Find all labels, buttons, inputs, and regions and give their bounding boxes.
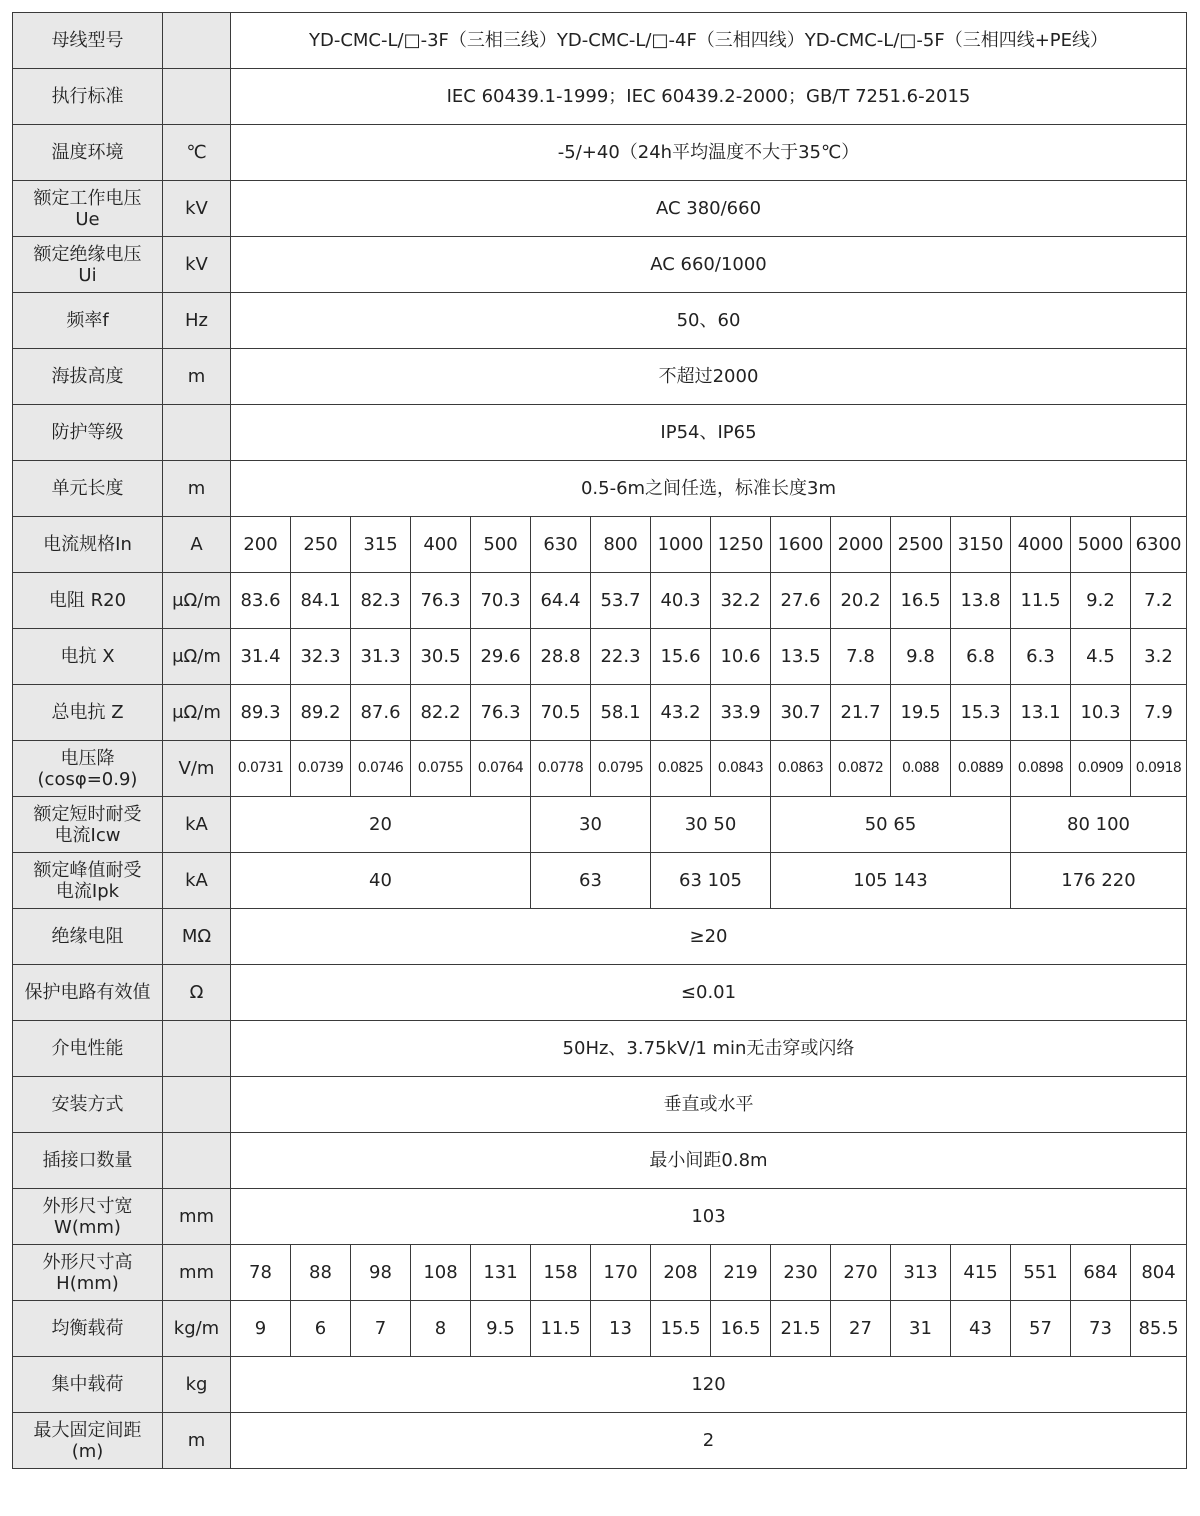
value-cell: 50 65 bbox=[771, 797, 1011, 853]
row-label-line: H(mm) bbox=[56, 1272, 119, 1294]
value-cell: 40.3 bbox=[651, 573, 711, 629]
value-cell: 53.7 bbox=[591, 573, 651, 629]
row-label-line: Ue bbox=[75, 208, 100, 230]
value-cell: 10.6 bbox=[711, 629, 771, 685]
value-cell: IP54、IP65 bbox=[231, 405, 1187, 461]
value-cell: 176 220 bbox=[1011, 853, 1187, 909]
value-cell: 0.0746 bbox=[351, 741, 411, 797]
row-label-line: (m) bbox=[71, 1440, 104, 1462]
value-cell: 2 bbox=[231, 1413, 1187, 1469]
row-label-line: 电压降 bbox=[60, 747, 115, 769]
value-cell: 684 bbox=[1071, 1245, 1131, 1301]
value-cell: 31.4 bbox=[231, 629, 291, 685]
row-unit: mm bbox=[163, 1189, 231, 1245]
row-unit: kA bbox=[163, 797, 231, 853]
row-label: 母线型号 bbox=[13, 13, 163, 69]
value-cell: 7.8 bbox=[831, 629, 891, 685]
row-label-line: 电流Ipk bbox=[55, 880, 120, 902]
value-cell: 1600 bbox=[771, 517, 831, 573]
value-cell: 27 bbox=[831, 1301, 891, 1357]
value-cell: 83.6 bbox=[231, 573, 291, 629]
row-unit: μΩ/m bbox=[163, 573, 231, 629]
value-cell: 82.2 bbox=[411, 685, 471, 741]
value-cell: 0.088 bbox=[891, 741, 951, 797]
row-unit bbox=[163, 405, 231, 461]
value-cell: 0.0778 bbox=[531, 741, 591, 797]
value-cell: 85.5 bbox=[1131, 1301, 1187, 1357]
value-cell: 20.2 bbox=[831, 573, 891, 629]
value-cell: 2000 bbox=[831, 517, 891, 573]
value-cell: 64.4 bbox=[531, 573, 591, 629]
row-label bbox=[13, 797, 163, 853]
value-cell: 3150 bbox=[951, 517, 1011, 573]
value-cell: 50Hz、3.75kV/1 min无击穿或闪络 bbox=[231, 1021, 1187, 1077]
row-unit: Hz bbox=[163, 293, 231, 349]
value-cell: 551 bbox=[1011, 1245, 1071, 1301]
value-cell: 88 bbox=[291, 1245, 351, 1301]
value-cell: 30 bbox=[531, 797, 651, 853]
value-cell: 63 bbox=[531, 853, 651, 909]
table-row bbox=[13, 909, 1187, 965]
value-cell: 31.3 bbox=[351, 629, 411, 685]
value-cell: 30.7 bbox=[771, 685, 831, 741]
value-cell: 13.5 bbox=[771, 629, 831, 685]
value-cell: ≤0.01 bbox=[231, 965, 1187, 1021]
row-unit: m bbox=[163, 461, 231, 517]
value-cell: 0.5-6m之间任选，标准长度3m bbox=[231, 461, 1187, 517]
row-label-line: 外形尺寸高 bbox=[42, 1251, 133, 1273]
value-cell: 0.0764 bbox=[471, 741, 531, 797]
value-cell: -5/+40（24h平均温度不大于35℃） bbox=[231, 125, 1187, 181]
value-cell: 7.9 bbox=[1131, 685, 1187, 741]
row-label: 电阻 R20 bbox=[13, 573, 163, 629]
table-row bbox=[13, 573, 1187, 629]
value-cell: 400 bbox=[411, 517, 471, 573]
row-unit bbox=[163, 1133, 231, 1189]
value-cell: 80 100 bbox=[1011, 797, 1187, 853]
row-label: 温度环境 bbox=[13, 125, 163, 181]
table-row bbox=[13, 461, 1187, 517]
value-cell: 250 bbox=[291, 517, 351, 573]
row-label: 频率f bbox=[13, 293, 163, 349]
value-cell: 120 bbox=[231, 1357, 1187, 1413]
value-cell: 70.5 bbox=[531, 685, 591, 741]
row-unit: μΩ/m bbox=[163, 629, 231, 685]
value-cell: 1250 bbox=[711, 517, 771, 573]
value-cell: 7 bbox=[351, 1301, 411, 1357]
table-row bbox=[13, 293, 1187, 349]
spec-table bbox=[12, 12, 1187, 1469]
value-cell: 32.2 bbox=[711, 573, 771, 629]
table-row bbox=[13, 1021, 1187, 1077]
table-row bbox=[13, 125, 1187, 181]
row-unit bbox=[163, 1021, 231, 1077]
value-cell: 6.3 bbox=[1011, 629, 1071, 685]
value-cell: 8 bbox=[411, 1301, 471, 1357]
row-label bbox=[13, 853, 163, 909]
row-label: 单元长度 bbox=[13, 461, 163, 517]
row-label bbox=[13, 1245, 163, 1301]
row-label bbox=[13, 181, 163, 237]
value-cell: 800 bbox=[591, 517, 651, 573]
value-cell: 15.3 bbox=[951, 685, 1011, 741]
value-cell: 415 bbox=[951, 1245, 1011, 1301]
value-cell: 21.5 bbox=[771, 1301, 831, 1357]
table-row bbox=[13, 1245, 1187, 1301]
row-label: 插接口数量 bbox=[13, 1133, 163, 1189]
row-unit: Ω bbox=[163, 965, 231, 1021]
value-cell: 9.5 bbox=[471, 1301, 531, 1357]
value-cell: 不超过2000 bbox=[231, 349, 1187, 405]
value-cell: 最小间距0.8m bbox=[231, 1133, 1187, 1189]
value-cell: 63 105 bbox=[651, 853, 771, 909]
row-label: 海拔高度 bbox=[13, 349, 163, 405]
value-cell: 170 bbox=[591, 1245, 651, 1301]
row-label: 均衡载荷 bbox=[13, 1301, 163, 1357]
value-cell: 29.6 bbox=[471, 629, 531, 685]
value-cell: 58.1 bbox=[591, 685, 651, 741]
table-row bbox=[13, 237, 1187, 293]
value-cell: 30.5 bbox=[411, 629, 471, 685]
value-cell: 13.1 bbox=[1011, 685, 1071, 741]
value-cell: 6 bbox=[291, 1301, 351, 1357]
row-unit: mm bbox=[163, 1245, 231, 1301]
row-unit: m bbox=[163, 1413, 231, 1469]
value-cell: 9.8 bbox=[891, 629, 951, 685]
row-unit: V/m bbox=[163, 741, 231, 797]
value-cell: 16.5 bbox=[711, 1301, 771, 1357]
row-label bbox=[13, 741, 163, 797]
value-cell: 270 bbox=[831, 1245, 891, 1301]
row-unit: kV bbox=[163, 237, 231, 293]
row-label: 介电性能 bbox=[13, 1021, 163, 1077]
value-cell: 0.0918 bbox=[1131, 741, 1187, 797]
value-cell: 垂直或水平 bbox=[231, 1077, 1187, 1133]
value-cell: 13.8 bbox=[951, 573, 1011, 629]
value-cell: 76.3 bbox=[471, 685, 531, 741]
table-row bbox=[13, 517, 1187, 573]
table-row bbox=[13, 685, 1187, 741]
row-label-line: 额定工作电压 bbox=[33, 187, 142, 209]
value-cell: 43.2 bbox=[651, 685, 711, 741]
row-label: 保护电路有效值 bbox=[13, 965, 163, 1021]
value-cell: 315 bbox=[351, 517, 411, 573]
value-cell: 9.2 bbox=[1071, 573, 1131, 629]
value-cell: 0.0795 bbox=[591, 741, 651, 797]
table-row bbox=[13, 13, 1187, 69]
row-label: 电流规格In bbox=[13, 517, 163, 573]
value-cell: 82.3 bbox=[351, 573, 411, 629]
table-row bbox=[13, 181, 1187, 237]
table-row bbox=[13, 69, 1187, 125]
value-cell: 32.3 bbox=[291, 629, 351, 685]
value-cell: 16.5 bbox=[891, 573, 951, 629]
value-cell: 7.2 bbox=[1131, 573, 1187, 629]
value-cell: 0.0898 bbox=[1011, 741, 1071, 797]
row-unit: kg bbox=[163, 1357, 231, 1413]
row-label-line: 最大固定间距 bbox=[33, 1419, 142, 1441]
value-cell: 43 bbox=[951, 1301, 1011, 1357]
value-cell: 219 bbox=[711, 1245, 771, 1301]
table-row bbox=[13, 853, 1187, 909]
value-cell: 804 bbox=[1131, 1245, 1187, 1301]
value-cell: 70.3 bbox=[471, 573, 531, 629]
value-cell: 103 bbox=[231, 1189, 1187, 1245]
row-unit bbox=[163, 1077, 231, 1133]
row-label: 绝缘电阻 bbox=[13, 909, 163, 965]
value-cell: AC 660/1000 bbox=[231, 237, 1187, 293]
value-cell: 73 bbox=[1071, 1301, 1131, 1357]
value-cell: 313 bbox=[891, 1245, 951, 1301]
value-cell: 15.6 bbox=[651, 629, 711, 685]
value-cell: 4.5 bbox=[1071, 629, 1131, 685]
value-cell: 22.3 bbox=[591, 629, 651, 685]
row-label-line: 外形尺寸宽 bbox=[42, 1195, 133, 1217]
row-unit: MΩ bbox=[163, 909, 231, 965]
value-cell: 500 bbox=[471, 517, 531, 573]
row-unit: kV bbox=[163, 181, 231, 237]
value-cell: 89.3 bbox=[231, 685, 291, 741]
row-label bbox=[13, 1413, 163, 1469]
value-cell: 19.5 bbox=[891, 685, 951, 741]
row-label-line: (cosφ=0.9) bbox=[37, 768, 138, 790]
value-cell: 131 bbox=[471, 1245, 531, 1301]
value-cell: 158 bbox=[531, 1245, 591, 1301]
row-unit: ℃ bbox=[163, 125, 231, 181]
value-cell: 0.0889 bbox=[951, 741, 1011, 797]
value-cell: 630 bbox=[531, 517, 591, 573]
row-label: 集中载荷 bbox=[13, 1357, 163, 1413]
value-cell: 0.0739 bbox=[291, 741, 351, 797]
value-cell: 200 bbox=[231, 517, 291, 573]
value-cell: 76.3 bbox=[411, 573, 471, 629]
row-label-line: 额定峰值耐受 bbox=[33, 859, 142, 881]
value-cell: 3.2 bbox=[1131, 629, 1187, 685]
table-row bbox=[13, 1077, 1187, 1133]
value-cell: 0.0863 bbox=[771, 741, 831, 797]
value-cell: 6.8 bbox=[951, 629, 1011, 685]
row-unit: A bbox=[163, 517, 231, 573]
value-cell: ≥20 bbox=[231, 909, 1187, 965]
table-row bbox=[13, 1357, 1187, 1413]
value-cell: 10.3 bbox=[1071, 685, 1131, 741]
row-label-line: 额定绝缘电压 bbox=[33, 243, 142, 265]
value-cell: 57 bbox=[1011, 1301, 1071, 1357]
table-row bbox=[13, 1189, 1187, 1245]
table-row bbox=[13, 741, 1187, 797]
value-cell: 5000 bbox=[1071, 517, 1131, 573]
value-cell: 28.8 bbox=[531, 629, 591, 685]
value-cell: 11.5 bbox=[531, 1301, 591, 1357]
value-cell: 0.0843 bbox=[711, 741, 771, 797]
value-cell: 1000 bbox=[651, 517, 711, 573]
row-unit bbox=[163, 69, 231, 125]
value-cell: 40 bbox=[231, 853, 531, 909]
value-cell: AC 380/660 bbox=[231, 181, 1187, 237]
row-label-line: Ui bbox=[78, 264, 97, 286]
table-row bbox=[13, 965, 1187, 1021]
table-row bbox=[13, 349, 1187, 405]
value-cell: 0.0825 bbox=[651, 741, 711, 797]
row-label-line: 电流Icw bbox=[54, 824, 121, 846]
value-cell: IEC 60439.1-1999；IEC 60439.2-2000；GB/T 7251.6-2015 bbox=[231, 69, 1187, 125]
table-row bbox=[13, 797, 1187, 853]
value-cell: 0.0909 bbox=[1071, 741, 1131, 797]
table-row bbox=[13, 629, 1187, 685]
row-unit bbox=[163, 13, 231, 69]
value-cell: 27.6 bbox=[771, 573, 831, 629]
table-row bbox=[13, 1301, 1187, 1357]
value-cell: 31 bbox=[891, 1301, 951, 1357]
value-cell: 0.0872 bbox=[831, 741, 891, 797]
row-unit: m bbox=[163, 349, 231, 405]
value-cell: 30 50 bbox=[651, 797, 771, 853]
row-label-line: W(mm) bbox=[54, 1216, 121, 1238]
row-label bbox=[13, 237, 163, 293]
row-label: 防护等级 bbox=[13, 405, 163, 461]
value-cell: YD-CMC-L/□-3F（三相三线）YD-CMC-L/□-4F（三相四线）YD-CMC-L/□-5F（三相四线+PE线） bbox=[231, 13, 1187, 69]
value-cell: 208 bbox=[651, 1245, 711, 1301]
value-cell: 50、60 bbox=[231, 293, 1187, 349]
value-cell: 0.0731 bbox=[231, 741, 291, 797]
row-label: 总电抗 Z bbox=[13, 685, 163, 741]
row-unit: kg/m bbox=[163, 1301, 231, 1357]
value-cell: 230 bbox=[771, 1245, 831, 1301]
value-cell: 21.7 bbox=[831, 685, 891, 741]
table-row bbox=[13, 1133, 1187, 1189]
value-cell: 11.5 bbox=[1011, 573, 1071, 629]
row-unit: μΩ/m bbox=[163, 685, 231, 741]
value-cell: 87.6 bbox=[351, 685, 411, 741]
value-cell: 89.2 bbox=[291, 685, 351, 741]
row-label-line: 额定短时耐受 bbox=[33, 803, 142, 825]
value-cell: 98 bbox=[351, 1245, 411, 1301]
table-row bbox=[13, 405, 1187, 461]
row-label bbox=[13, 1189, 163, 1245]
row-label: 安装方式 bbox=[13, 1077, 163, 1133]
value-cell: 13 bbox=[591, 1301, 651, 1357]
value-cell: 2500 bbox=[891, 517, 951, 573]
value-cell: 84.1 bbox=[291, 573, 351, 629]
value-cell: 20 bbox=[231, 797, 531, 853]
value-cell: 4000 bbox=[1011, 517, 1071, 573]
value-cell: 108 bbox=[411, 1245, 471, 1301]
value-cell: 6300 bbox=[1131, 517, 1187, 573]
value-cell: 78 bbox=[231, 1245, 291, 1301]
table-row bbox=[13, 1413, 1187, 1469]
value-cell: 9 bbox=[231, 1301, 291, 1357]
value-cell: 15.5 bbox=[651, 1301, 711, 1357]
value-cell: 33.9 bbox=[711, 685, 771, 741]
row-label: 电抗 X bbox=[13, 629, 163, 685]
value-cell: 105 143 bbox=[771, 853, 1011, 909]
row-unit: kA bbox=[163, 853, 231, 909]
value-cell: 0.0755 bbox=[411, 741, 471, 797]
row-label: 执行标准 bbox=[13, 69, 163, 125]
